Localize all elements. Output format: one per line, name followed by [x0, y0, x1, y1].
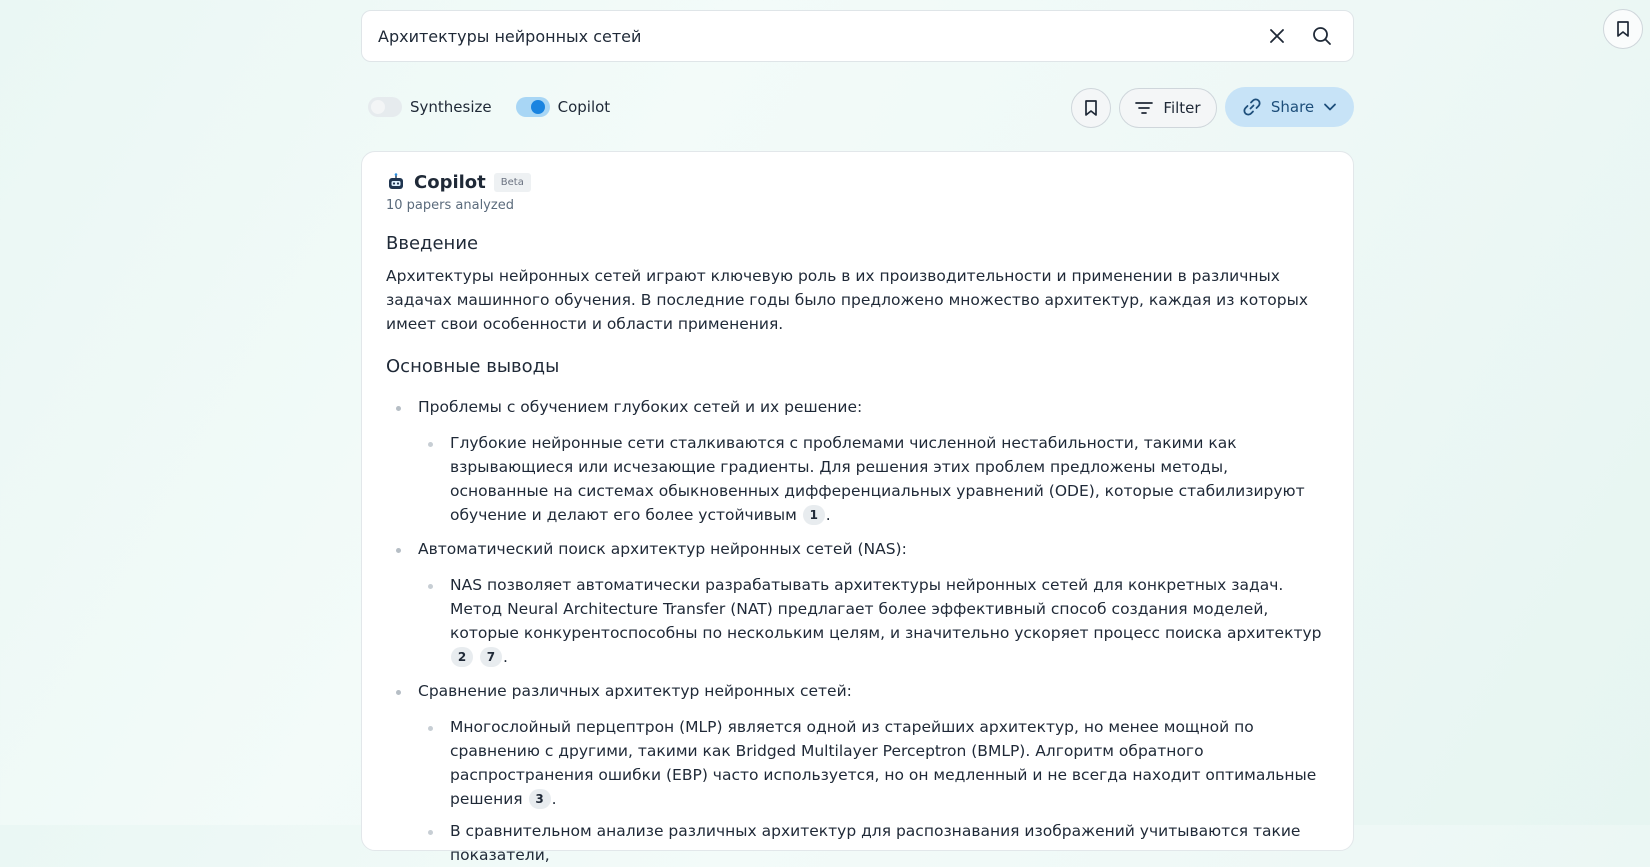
filter-button[interactable]: [1119, 88, 1217, 128]
robot-icon: [386, 172, 406, 192]
share-button[interactable]: [1225, 87, 1354, 127]
finding-title: Проблемы с обучением глубоких сетей и их решение:: [418, 398, 863, 416]
search-input[interactable]: [378, 27, 1247, 46]
citation-badge[interactable]: 2: [451, 647, 473, 667]
synthesize-label: Synthesize: [410, 98, 492, 116]
chevron-down-icon: [1323, 102, 1337, 112]
finding-point: [418, 819, 1329, 867]
clear-search-button[interactable]: [1262, 21, 1292, 51]
copilot-card: [361, 151, 1354, 864]
finding-point-text: В сравнительном анализе различных архитектур для распознавания изображений учитываются такие показатели,: [450, 822, 1301, 864]
copilot-toggle[interactable]: [516, 97, 550, 117]
citation-badge[interactable]: 1: [803, 505, 825, 525]
findings-list: [386, 395, 1329, 867]
findings-heading: Основные выводы: [386, 356, 560, 377]
filter-label: Filter: [1163, 99, 1201, 117]
share-label: Share: [1270, 98, 1315, 116]
saved-items-button[interactable]: [1603, 9, 1643, 49]
finding-item: [386, 395, 1329, 527]
link-icon: [1242, 97, 1262, 117]
finding-item: [386, 679, 1329, 867]
intro-paragraph: Архитектуры нейронных сетей играют ключевую роль в их производительности и применении в различных задачах машинного обучения. В последние годы было предложено множество архитектур, каждая из которых имеет свои особенности и области применения.: [386, 267, 1309, 333]
finding-point-end: .: [502, 648, 508, 666]
finding-points: [418, 431, 1329, 527]
search-bar: [361, 10, 1354, 62]
finding-item: [386, 537, 1329, 669]
finding-point-text: Многослойный перцептрон (MLP) является одной из старейших архитектур, но менее мощной по сравнению с другими, такими как Bridged Multilayer Perceptron (BMLP). Алгоритм обратного распространения ошибки (EBP) часто используется, но он медленный и не всегда находит оптимальные решения: [450, 718, 1317, 808]
finding-title: Автоматический поиск архитектур нейронных сетей (NAS):: [418, 540, 907, 558]
finding-point-text: NAS позволяет автоматически разрабатывать архитектуры нейронных сетей для конкретных задач. Метод Neural Architecture Transfer (NAT) предлагает более эффективный способ создания моделей, которые конкурентоспособны по нескольким целям, и значительно ускоряет процесс поиска архитектур: [450, 576, 1322, 642]
mode-toggles: [368, 94, 634, 120]
beta-badge: Beta: [494, 173, 531, 192]
synthesize-toggle[interactable]: [368, 97, 402, 117]
bookmark-button[interactable]: [1071, 88, 1111, 128]
copilot-label: Copilot: [557, 98, 611, 116]
copilot-header: [386, 170, 1329, 194]
finding-point: [418, 715, 1329, 811]
citation-badge[interactable]: 7: [480, 647, 502, 667]
finding-point-end: .: [551, 790, 557, 808]
filter-icon: [1135, 101, 1153, 115]
finding-title: Сравнение различных архитектур нейронных сетей:: [418, 682, 852, 700]
papers-analyzed-count: 10 papers analyzed: [386, 198, 514, 213]
finding-point-end: .: [825, 506, 831, 524]
citation-badge[interactable]: 3: [529, 789, 551, 809]
finding-point: [418, 431, 1329, 527]
finding-points: [418, 715, 1329, 867]
toggle-knob: [531, 100, 545, 114]
bookmark-icon: [1083, 99, 1099, 117]
bookmark-icon: [1615, 20, 1631, 38]
search-icon: [1312, 26, 1332, 46]
intro-heading: Введение: [386, 233, 479, 254]
copilot-title: Copilot: [414, 171, 486, 193]
finding-point-text: Глубокие нейронные сети сталкиваются с проблемами численной нестабильности, такими как взрывающиеся или исчезающие градиенты. Для решения этих проблем предложены методы, основанные на системах обыкновенных дифференциальных уравнений (ODE), которые стабилизируют обучение и делают его более устойчивым: [450, 434, 1305, 524]
finding-points: [418, 573, 1329, 669]
search-button[interactable]: [1307, 21, 1337, 51]
close-icon: [1269, 28, 1285, 44]
toggle-knob: [371, 100, 385, 114]
finding-point: [418, 573, 1329, 669]
